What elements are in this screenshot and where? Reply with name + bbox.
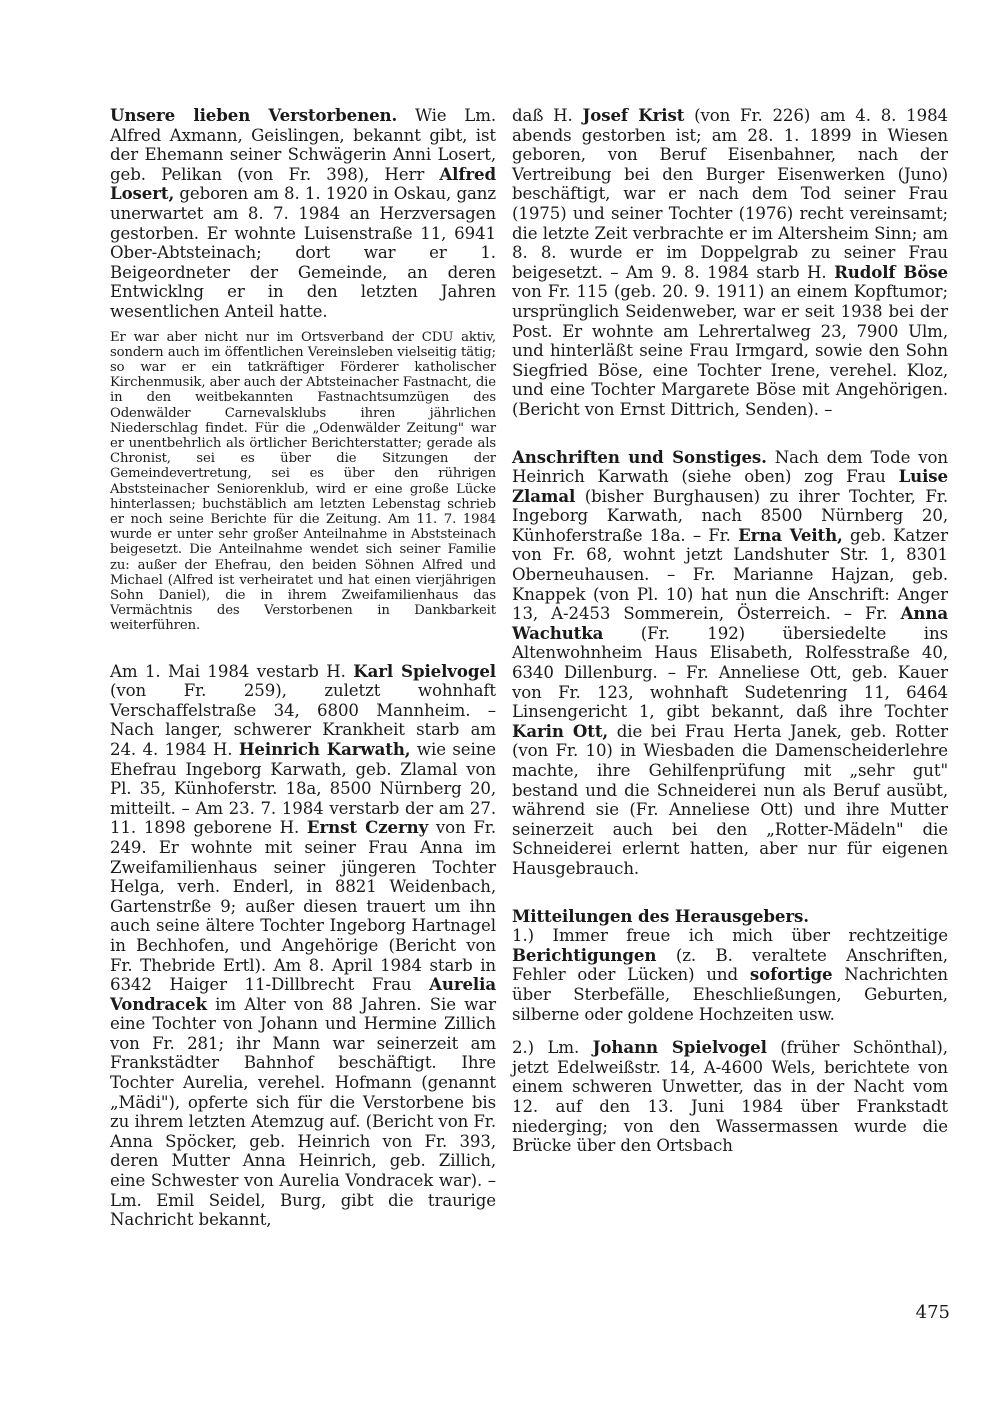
section-heading-anschriften: Anschriften und Sonstiges. [512, 446, 767, 467]
right-column [512, 106, 948, 1156]
section-heading-mitteilungen: Mitteilungen des Herausgebers. [512, 905, 809, 926]
publisher-notice-1: 1.) Immer freue ich mich über rechtzeitige Berichtigungen (z. B. veraltete Anschriften, Fehler oder Lücken) und sofortige Nachrichten über Sterbefälle, Eheschließungen, Geburten, silberne oder goldene Hochzeiten usw. [512, 926, 948, 1024]
left-column [110, 106, 496, 1230]
obituary-losert-detail: Er war aber nicht nur im Ortsverband der CDU aktiv, sondern auch im öffentlichen Vereinsleben vielseitig tätig; so war er ein tatkräftiger Förderer katholischer Kirchenmusik, aber auch der Abtsteinacher Fastnacht, die in den weitbekannten Fastnachtsumzügen des Odenwälder Carnevalsklubs ihren jährlichen Niederschlag findet. Für die „Odenwälder Zeitung" war er unentbehrlich als örtlicher Berichterstatter; gerade als Chronist, sei es über die Sitzungen der Gemeindevertretung, sei es über den rührigen Abststeinacher Seniorenklub, wird er eine große Lücke hinterlassen; buchstäblich am letzten Lebenstag schrieb er noch seine Berichte für die Zeitung. Am 11. 7. 1984 wurde er unter sehr großer Anteilnahme in Abststeinach beigesetzt. Die Anteilnahme wendet sich seiner Familie zu: außer der Ehefrau, den beiden Söhnen Alfred und Michael (Alfred ist verheiratet und hat einen vierjährigen Sohn Daniel), die in ihrem Zweifamilienhaus das Vermächtnis des Verstorbenen in Dankbarkeit weiterführen. [110, 329, 496, 634]
obituary-alfred-losert: Unsere lieben Verstorbenen. Wie Lm. Alfred Axmann, Geislingen, bekannt gibt, ist der Ehemann seiner Schwägerin Anni Losert, geb. Pelikan (von Fr. 398), Herr Alfred Losert, geboren am 8. 1. 1920 in Oskau, ganz unerwartet am 8. 7. 1984 an Herzversagen gestorben. Er wohnte Luisenstraße 11, 6941 Ober-Abtsteinach; dort war er 1. Beigeordneter der Gemeinde, an deren Entwicklng er in den letzten Jahren wesentlichen Anteil hatte. [110, 105, 496, 321]
obituaries-krist-boese: daß H. Josef Krist (von Fr. 226) am 4. 8. 1984 abends gestorben ist; am 28. 1. 1899 in Wiesen geboren, von Beruf Eisenbahner, nach der Vertreibung bei den Burger Eisenwerken (Juno) beschäftigt, war er nach dem Tod seiner Frau (1975) und seiner Tochter (1976) recht vereinsamt; die letzte Zeit verbrachte er im Altersheim Sinn; am 8. 8. wurde er im Doppelgrab zu seiner Frau beigesetzt. – Am 9. 8. 1984 starb H. Rudolf Böse von Fr. 115 (geb. 20. 9. 1911) an einem Kopftumor; ursprünglich Seidenweber, war er seit 1938 bei der Post. Er wohnte am Lehrertalweg 23, 7900 Ulm, und hinterläßt seine Frau Irmgard, sowie den Sohn Siegfried Böse, eine Tochter Irene, verehel. Kloz, und eine Tochter Margarete Böse mit Angehörigen. (Bericht von Ernst Dittrich, Senden). – [512, 105, 948, 419]
section-heading-verstorbenen: Unsere lieben Verstorbenen. [110, 105, 398, 125]
page-number: 475 [915, 1302, 950, 1323]
publisher-notice-2: 2.) Lm. Johann Spielvogel (früher Schönthal), jetzt Edelweißstr. 14, A-4600 Wels, berichtete von einem schweren Unwetter, das in der Nacht vom 12. auf den 13. Juni 1984 über Frankstadt niederging; von den Wassermassen wurde die Brücke über den Ortsbach [512, 1037, 948, 1156]
obituaries-continued: Am 1. Mai 1984 vestarb H. Karl Spielvogel (von Fr. 259), zuletzt wohnhaft Verschaffelstraße 34, 6800 Mannheim. – Nach langer, schwerer Krankheit starb am 24. 4. 1984 H. Heinrich Karwath, wie seine Ehefrau Ingeborg Karwath, geb. Zlamal von Pl. 35, Künhoferstr. 18a, 8500 Nürnberg 20, mitteilt. – Am 23. 7. 1984 verstarb der am 27. 11. 1898 geborene H. Ernst Czerny von Fr. 249. Er wohnte mit seiner Frau Anna im Zweifamilienhaus seiner jüngeren Tochter Helga, verh. Enderl, in 8821 Weidenbach, Gartenstrße 9; außer diesen trauert um ihn auch seine ältere Tochter Ingeborg Hartnagel in Bechhofen, und Angehörige (Bericht von Fr. Thebride Ertl). Am 8. April 1984 starb in 6342 Haiger 11-Dillbrecht Frau Aurelia Vondracek im Alter von 88 Jahren. Sie war eine Tochter von Johann und Hermine Zillich von Fr. 281; ihr Mann war seinerzeit am Frankstädter Bahnhof beschäftigt. Ihre Tochter Aurelia, verehel. Hofmann (genannt „Mädi"), opferte sich für die Verstorbene bis zu ihrem letzten Atemzug auf. (Bericht von Fr. Anna Spöcker, geb. Heinrich von Fr. 393, deren Mutter Anna Heinrich, geb. Zillich, eine Schwester von Aurelia Vondracek war). – Lm. Emil Seidel, Burg, gibt die traurige Nachricht bekannt, [110, 660, 497, 1230]
addresses-section: Anschriften und Sonstiges. Nach dem Tode von Heinrich Karwath (siehe oben) zog Frau Luise Zlamal (bisher Burghausen) zu ihrer Tochter, Fr. Ingeborg Karwath, nach 8500 Nürnberg 20, Künhoferstraße 18a. – Fr. Erna Veith, geb. Katzer von Fr. 68, wohnt jetzt Landshuter Str. 1, 8301 Oberneuhausen. – Fr. Marianne Hajzan, geb. Knappek (von Pl. 10) hat nun die Anschrift: Anger 13, A-2453 Sommerein, Österreich. – Fr. Anna Wachutka (Fr. 192) übersiedelte ins Altenwohnheim Haus Elisabeth, Rolfesstraße 40, 6340 Dillenburg. – Fr. Anneliese Ott, geb. Kauer von Fr. 123, wohnhaft Sudetenring 11, 6464 Linsengericht 1, gibt bekannt, daß ihre Tochter Karin Ott, die bei Frau Herta Janek, geb. Rotter (von Fr. 10) in Wiesbaden die Damenscheiderlehre machte, ihre Gehilfenprüfung mit „sehr gut" bestand und die Schneiderei nun als Beruf ausübt, während sie (Fr. Anneliese Ott) und ihre Mutter seinerzeit auch bei den „Rotter-Mädeln" die Schneiderei erlernt hatten, aber nur für eigenen Hausgebrauch. [512, 446, 949, 878]
